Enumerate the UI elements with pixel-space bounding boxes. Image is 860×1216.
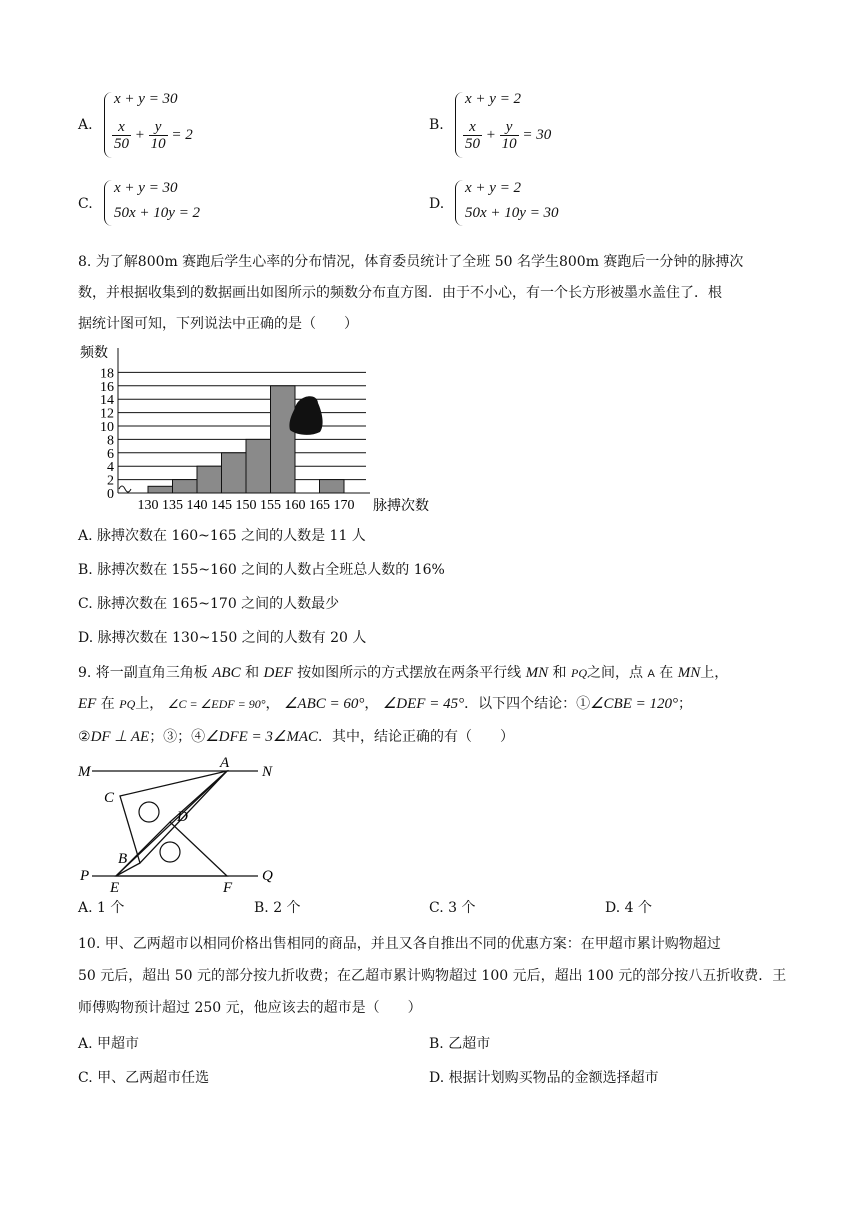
x-tick-label: 145: [211, 498, 232, 513]
label-f: F: [223, 880, 233, 896]
q7-option-d-eq1: x + y = 2: [465, 180, 522, 196]
q9-figure: [70, 752, 300, 897]
q8-line-2: 数，并根据收集到的数据画出如图所示的频数分布直方图．由于不小心，有一个长方形被墨水盖住了．根: [78, 285, 722, 301]
histogram-bar: [148, 486, 173, 493]
histogram-x-ticks: [138, 498, 355, 513]
y-tick-label: 2: [107, 473, 114, 489]
q7-option-b-label: B.: [429, 117, 444, 133]
x-tick-label: 130: [137, 498, 159, 513]
q7-option-c-eq1: x + y = 30: [114, 180, 178, 196]
q9-option-a: A. 1 个: [78, 900, 125, 916]
histogram-bar: [222, 453, 247, 493]
label-m: M: [78, 764, 91, 780]
label-c: C: [104, 790, 115, 806]
q10-option-c: C. 甲、乙两超市任选: [78, 1070, 210, 1086]
q7-option-d-eq2: 50x + 10y = 30: [465, 205, 559, 221]
y-tick-label: 6: [107, 446, 114, 462]
q10-option-b: B. 乙超市: [429, 1036, 491, 1052]
q10-line-1: 10. 甲、乙两超市以相同价格出售相同的商品，并且又各自推出不同的优惠方案：在甲超市累计购物超过: [78, 936, 721, 952]
q8-histogram: [70, 340, 450, 520]
q10-line-3: 师傅购物预计超过 250 元，他应该去的超市是（ ）: [78, 1000, 422, 1016]
y-tick-label: 4: [107, 460, 114, 476]
q8-line-1: 8. 为了解800m 赛跑后学生心率的分布情况，体育委员统计了全班 50 名学生800m 赛跑后一分钟的脉搏次: [78, 254, 744, 270]
histogram-bar: [173, 480, 198, 493]
x-tick-label: 160: [284, 498, 306, 513]
q7-option-b-eq2: $\frac{x}{50}$ + $\frac{y}{10}$ = 30: [465, 119, 552, 152]
x-tick-label: 155: [260, 498, 281, 513]
q9-option-c: C. 3 个: [429, 900, 476, 916]
q10-line-2: 50 元后，超出 50 元的部分按九折收费；在乙超市累计购物超过 100 元后，超出 100 元的部分按八五折收费．王: [78, 968, 787, 984]
label-n: N: [262, 764, 273, 780]
x-tick-label: 135: [162, 498, 183, 513]
triangle-abc-hole: [139, 802, 159, 822]
label-a: A: [220, 755, 230, 771]
q9-line-1: 9. 将一副直角三角板 ABC 和 DEF 按如图所示的方式摆放在两条平行线 MN 和 PQ之间，点 A 在 MN上，: [78, 665, 729, 681]
q7-option-a-label: A.: [78, 117, 93, 133]
histogram-ylabel: 频数: [80, 346, 108, 361]
y-tick-label: 8: [107, 433, 114, 449]
q8-option-b: B. 脉搏次数在 155~160 之间的人数占全班总人数的 16%: [78, 562, 445, 578]
label-q: Q: [262, 868, 273, 884]
histogram-bar: [271, 386, 296, 493]
q7-option-c-label: C.: [78, 196, 93, 212]
histogram-bar: [246, 439, 271, 493]
q9-line-3: ②DF ⊥ AE；③；④∠DFE = 3∠MAC．其中，结论正确的有（ ）: [78, 729, 515, 745]
y-tick-label: 0: [107, 487, 114, 502]
q7-option-c-eq2: 50x + 10y = 2: [114, 205, 201, 221]
label-d: D: [177, 809, 188, 825]
x-tick-label: 165: [309, 498, 330, 513]
histogram-y-ticks: [100, 366, 114, 502]
q7-option-d-brace: [455, 180, 464, 226]
q8-option-c: C. 脉搏次数在 165~170 之间的人数最少: [78, 596, 340, 612]
histogram-xlabel: 脉搏次数: [373, 499, 429, 514]
q10-option-a: A. 甲超市: [78, 1036, 140, 1052]
histogram-bar: [320, 480, 345, 493]
y-tick-label: 16: [100, 379, 114, 395]
histogram-bar: [197, 466, 222, 493]
x-tick-label: 170: [333, 498, 355, 513]
y-tick-label: 18: [100, 366, 114, 382]
label-p: P: [80, 868, 90, 884]
q7-option-d-label: D.: [429, 196, 445, 212]
q7-option-a-eq1: x + y = 30: [114, 91, 178, 107]
q9-option-d: D. 4 个: [605, 900, 652, 916]
y-tick-label: 10: [100, 420, 114, 435]
q7-option-b-eq1: x + y = 2: [465, 91, 522, 107]
x-tick-label: 150: [235, 498, 257, 513]
q7-option-c-brace: [104, 180, 113, 226]
label-e: E: [110, 880, 120, 896]
q8-option-a: A. 脉搏次数在 160~165 之间的人数是 11 人: [78, 528, 366, 544]
x-tick-label: 140: [186, 498, 208, 513]
y-tick-label: 12: [100, 406, 114, 422]
q10-option-d: D. 根据计划购买物品的金额选择超市: [429, 1070, 659, 1086]
q9-option-b: B. 2 个: [254, 900, 301, 916]
y-tick-label: 14: [100, 393, 114, 409]
q7-option-a-eq2: $\frac{x}{50}$ + $\frac{y}{10}$ = 2: [114, 119, 193, 152]
label-b: B: [118, 851, 128, 867]
q9-line-2: EF 在 PQ上， ∠C = ∠EDF = 90°， ∠ABC = 60°， ∠DEF = 45°．以下四个结论：①∠CBE = 120°；: [78, 696, 692, 712]
histogram-axis-break: [119, 486, 131, 492]
q8-option-d: D. 脉搏次数在 130~150 之间的人数有 20 人: [78, 630, 367, 646]
triangle-def-hole: [160, 842, 180, 862]
q8-line-3: 据统计图可知，下列说法中正确的是（ ）: [78, 316, 358, 332]
